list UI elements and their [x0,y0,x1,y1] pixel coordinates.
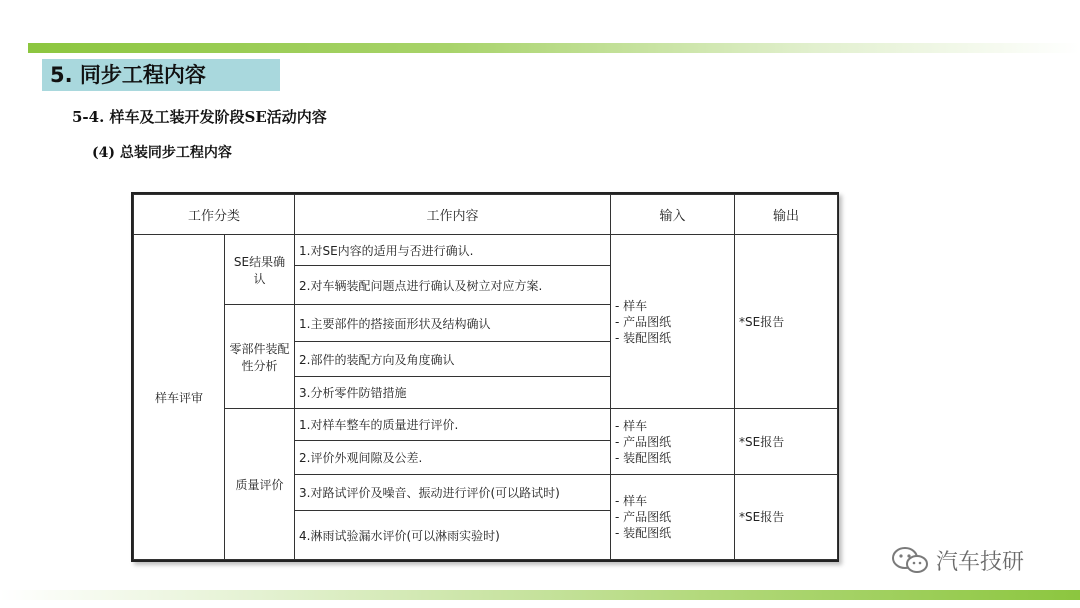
sub-title: 5-4. 样车及工装开发阶段SE活动内容 [72,108,327,126]
input-cell: - 样车 - 产品图纸 - 装配图纸 [611,409,735,475]
header-input: 输入 [611,195,735,235]
table-row [134,235,838,266]
header-content: 工作内容 [295,195,611,235]
content-cell: 3.分析零件防错措施 [295,377,611,409]
subcategory-cell: 质量评价 [225,409,295,560]
input-cell: - 样车 - 产品图纸 - 装配图纸 [611,235,735,409]
header-category: 工作分类 [134,195,295,235]
content-cell: 1.主要部件的搭接面形状及结构确认 [295,305,611,342]
watermark-text: 汽车技研 [936,549,1025,575]
category-cell: 样车评审 [134,235,225,560]
table-row [134,409,838,441]
top-accent-bar [28,43,1080,53]
content-cell: 1.对SE内容的适用与否进行确认. [295,235,611,266]
activity-table [133,194,838,560]
output-cell: *SE报告 [735,475,838,560]
output-cell: *SE报告 [735,409,838,475]
content-cell: 2.部件的装配方向及角度确认 [295,342,611,377]
bottom-accent-bar [0,590,1080,600]
content-cell: 4.淋雨试验漏水评价(可以淋雨实验时) [295,511,611,560]
input-cell: - 样车 - 产品图纸 - 装配图纸 [611,475,735,560]
table-header-row [134,195,838,235]
wechat-icon [890,545,930,575]
output-cell: *SE报告 [735,235,838,409]
watermark [890,544,1024,576]
se-activity-table [131,192,839,562]
content-cell: 2.评价外观间隙及公差. [295,441,611,475]
subcategory-cell: 零部件装配性分析 [225,305,295,409]
content-cell: 2.对车辆装配问题点进行确认及树立对应方案. [295,266,611,305]
section-title: 5. 同步工程内容 [42,59,280,91]
header-output: 输出 [735,195,838,235]
content-cell: 3.对路试评价及噪音、振动进行评价(可以路试时) [295,475,611,511]
sub-sub-title: (4) 总装同步工程内容 [92,145,232,161]
subcategory-cell: SE结果确认 [225,235,295,305]
content-cell: 1.对样车整车的质量进行评价. [295,409,611,441]
